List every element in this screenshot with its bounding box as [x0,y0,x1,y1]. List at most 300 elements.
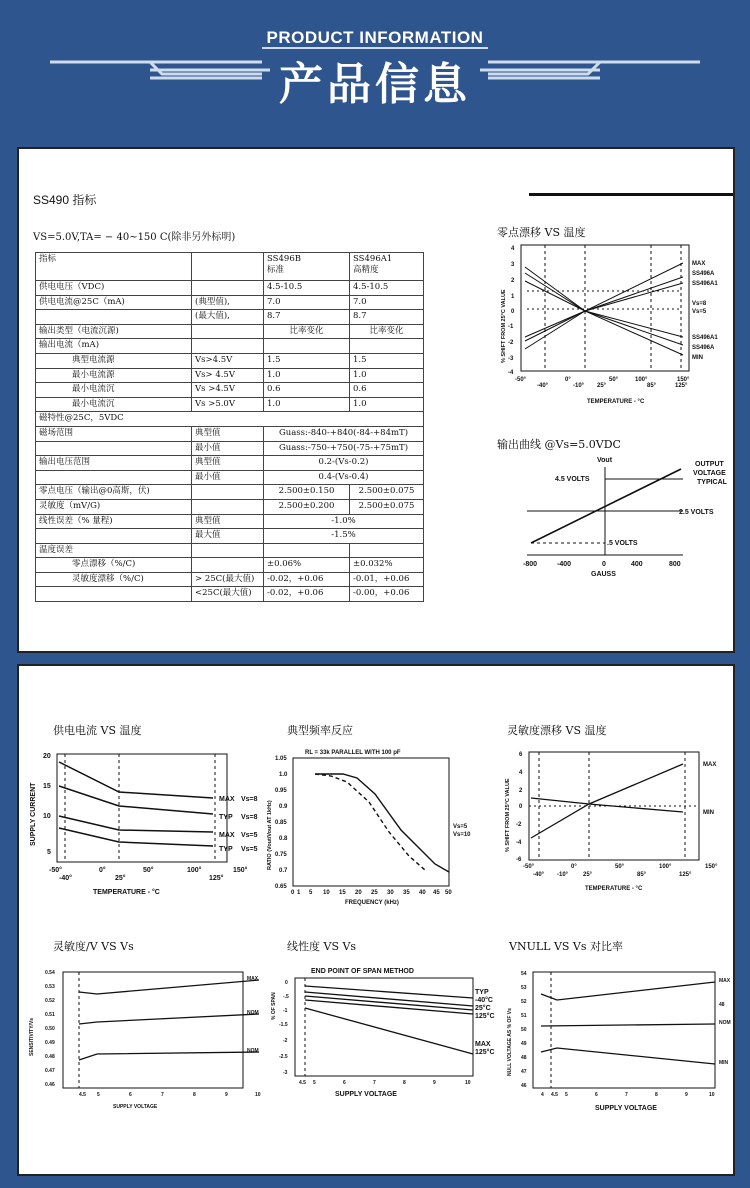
table-cell: 2.500±0.075 [350,499,424,514]
tick-label: 100° [659,864,672,870]
series-typ-n40 [305,992,473,1006]
table-cell: SS496A1 高精度 [350,253,424,281]
table-cell: 最小值 [192,441,264,456]
table-cell: Vs >4.5V [192,383,264,398]
series-label: TYP [475,989,489,996]
table-row [36,456,424,471]
table-cell: 供电电流@25C（mA) [36,295,192,310]
header-title-cn: 产品信息 [279,59,471,110]
level-label: .5 VOLTS [607,540,638,547]
tick-label: 1 [511,294,515,300]
tick-label: 8 [193,1092,196,1098]
table-row [36,529,424,544]
tick-label: -4 [516,840,522,846]
series-label: MAX [719,978,731,984]
table-cell: 典型电流源 [36,353,192,368]
x-axis-label: SUPPLY VOLTAGE [335,1091,397,1098]
series-label: NOM [719,1020,731,1026]
tick-label: 5 [313,1080,316,1086]
tick-label: 53 [521,985,527,991]
tick-label: 10 [465,1080,471,1086]
table-row [36,572,424,587]
tick-label: 4.5 [299,1080,306,1086]
tick-label: 400 [631,561,643,568]
series-label: 25°C [475,1005,491,1012]
series-output [531,469,681,543]
series-nom [79,1014,259,1024]
y-axis-label: % OF SPAN [271,992,277,1020]
tick-label: 5 [309,890,313,896]
tick-label: 50 [521,1027,527,1033]
tick-label: 9 [433,1080,436,1086]
table-row [36,339,424,354]
tick-label: 7 [161,1092,164,1098]
series-label: 125°C [475,1013,495,1020]
table-row [36,310,424,325]
series-typ [305,986,473,998]
tick-label: 20 [355,890,362,896]
annotation: OUTPUT [695,461,724,468]
page-header [0,0,750,132]
chart-vnull-vs-vs [499,966,735,1116]
plot-frame [521,245,689,371]
y-axis-label: SUPPLY CURRENT [30,782,37,846]
table-cell: SS496B 标准 [264,253,350,281]
series-min [541,1048,715,1064]
table-cell: 7.0 [264,295,350,310]
tick-label: 47 [521,1069,527,1075]
tick-label: 0.75 [275,852,287,858]
x-axis-label: FREQUENCY (kHz) [345,900,399,906]
table-cell: 灵敏度漂移（%/C) [36,572,192,587]
tick-label: 10 [709,1092,715,1098]
table-cell: 7.0 [350,295,424,310]
table-cell: (最大值), [192,310,264,325]
series-max [79,980,259,994]
table-cell: 8.7 [350,310,424,325]
table-cell: -1.0% [264,514,424,529]
series-label: MAX [219,832,235,839]
table-row [36,485,424,500]
tick-label: 0.51 [45,1012,55,1018]
tick-label: 1.0 [279,772,288,778]
series-label: Vs=8 [241,814,258,821]
series-label: MIN [703,810,714,816]
plot-frame [293,758,449,886]
y-axis-label: RATIO (Vout/Vout AT 1kHz) [267,800,273,870]
tick-label: 9 [225,1092,228,1098]
table-cell: -0.02，+0.06 [264,587,350,602]
tick-label: 0.49 [45,1040,55,1046]
chart-title: 灵敏度漂移 VS 温度 [507,724,607,737]
tick-label: 0.50 [45,1026,55,1032]
series-max-vs8 [59,762,213,798]
tick-label: 0° [571,864,577,870]
legend-label: SS496A [692,345,715,351]
table-cell: -0.01，+0.06 [350,572,424,587]
tick-label: 49 [521,1041,527,1047]
tick-label: -50° [523,864,535,870]
series-label: NOM [247,1010,259,1016]
table-cell: 4.5-10.5 [264,281,350,296]
axis-label: Vout [597,457,613,464]
table-row [36,558,424,573]
legend-label: SS496A [692,271,715,277]
legend-label: MIN [692,355,703,361]
tick-label: 0.7 [279,868,288,874]
table-cell [192,253,264,281]
tick-label: 100° [187,867,202,874]
table-cell [264,543,350,558]
tick-label: 5 [565,1092,568,1098]
x-axis-label: TEMPERATURE - °C [93,889,160,896]
tick-label: -3 [508,356,514,362]
tick-label: 50° [143,867,154,874]
table-cell: 零点电压（输出@0高斯，伏) [36,485,192,500]
table-row [36,470,424,485]
table-cell [192,324,264,339]
tick-label: 25° [115,875,126,882]
tick-label: 0 [291,890,295,896]
table-cell: 1.0 [264,368,350,383]
table-cell [192,558,264,573]
table-cell: 1.0 [264,397,350,412]
series-label: MAX [475,1041,491,1048]
table-cell [192,485,264,500]
tick-label: 40 [419,890,426,896]
table-cell: 1.5 [264,353,350,368]
tick-label: -40° [537,383,549,389]
table-cell: Vs>4.5V [192,353,264,368]
series-label: Vs=8 [241,796,258,803]
series-vs10 [315,774,425,870]
y-axis-label: SENSITIVITY/Vs [29,1017,35,1056]
table-cell: 1.5 [350,353,424,368]
table-cell [192,281,264,296]
table-cell: 最小值 [192,470,264,485]
tick-label: 50 [445,890,452,896]
table-cell: 最小电流沉 [36,397,192,412]
tick-label: 0° [99,867,106,874]
tick-label: 7 [373,1080,376,1086]
chart-title: 供电电流 VS 温度 [53,724,142,737]
table-row [36,253,424,281]
table-cell: 8.7 [264,310,350,325]
tick-label: 4 [541,1092,544,1098]
charts-panel [17,664,735,1176]
series-label: MAX [219,796,235,803]
annotation: TYPICAL [697,479,727,486]
tick-label: 25° [597,383,607,389]
table-row [36,441,424,456]
series-typ-125 [305,1000,473,1014]
table-cell: Vs >5.0V [192,397,264,412]
tick-label: -40° [59,875,72,882]
header-title-en: PRODUCT INFORMATION [266,28,484,47]
chart-output-curve [497,449,733,585]
tick-label: 0.54 [45,970,55,976]
series-max-125 [305,1008,473,1054]
tick-label: 3 [511,262,515,268]
tick-label: -2 [508,340,514,346]
tick-label: -10° [557,872,569,878]
tick-label: 2 [511,278,515,284]
table-cell [192,499,264,514]
x-axis-label: TEMPERATURE - °C [585,886,643,892]
tick-label: 52 [521,999,527,1005]
legend-label: SS496A1 [692,281,718,287]
tick-label: -2.5 [279,1054,288,1060]
tick-label: 54 [521,971,527,977]
chart-subtitle: END POINT OF SPAN METHOD [311,968,414,975]
series-label: -40°C [475,997,493,1004]
tick-label: 0.8 [279,836,288,842]
table-cell: ±0.032% [350,558,424,573]
tick-label: -4 [508,370,514,376]
table-cell: 最大值 [192,529,264,544]
table-cell: 输出电压范围 [36,456,192,471]
tick-label: 8 [403,1080,406,1086]
tick-label: -1.5 [279,1022,288,1028]
x-axis-label: TEMPERATURE - °C [587,399,645,405]
legend-label: Vs=10 [453,832,471,838]
table-cell: 1.0 [350,397,424,412]
tick-label: 125° [679,872,692,878]
table-row [36,426,424,441]
series-label: 125°C [475,1049,495,1056]
table-row [36,587,424,602]
series-max-vs5 [59,816,213,832]
table-cell: 0.2-(Vs-0.2) [264,456,424,471]
annotation: VOLTAGE [693,470,726,477]
table-cell: 指标 [36,253,192,281]
tick-label: 125° [209,875,224,882]
table-row [36,383,424,398]
table-cell: 典型值 [192,514,264,529]
tick-label: 0 [285,980,288,986]
spec-condition: VS=5.0V,TA= − 40~150 C(除非另外标明) [33,232,236,243]
series-label: TYP [219,846,233,853]
tick-label: 150° [677,377,690,383]
plot-frame [533,972,715,1088]
tick-label: 1 [297,890,301,896]
table-cell: -0.00，+0.06 [350,587,424,602]
table-cell [36,310,192,325]
tick-label: 25° [583,872,593,878]
chart-sensitivity-drift [499,748,735,898]
x-axis-label: GAUSS [591,571,616,578]
table-row [36,368,424,383]
table-cell: 最小电流沉 [36,383,192,398]
series-label: MAX [247,976,259,982]
tick-label: 10 [255,1092,261,1098]
tick-label: 4.5 [551,1092,558,1098]
tick-label: 35 [403,890,410,896]
spec-table [35,252,424,602]
legend-label: SS496A1 [692,335,718,341]
tick-label: -400 [557,561,572,568]
tick-label: 15 [339,890,346,896]
y-axis-label: % SHIFT FROM 25°C VALUE [501,289,507,363]
table-row [36,397,424,412]
table-row [36,353,424,368]
table-cell: 比率变化 [350,324,424,339]
series-typ-25 [305,996,473,1010]
tick-label: 0° [565,377,571,383]
table-cell: 供电电压（VDC) [36,281,192,296]
tick-label: -40° [533,872,545,878]
tick-label: 8 [655,1092,658,1098]
table-row [36,324,424,339]
tick-label: 0.85 [275,820,287,826]
table-cell [350,543,424,558]
tick-label: 0.95 [275,788,287,794]
tick-label: -2 [283,1038,288,1044]
table-cell [350,339,424,354]
tick-label: 6 [595,1092,598,1098]
table-cell [36,441,192,456]
tick-label: 0 [519,804,523,810]
table-cell: Guass:-750-+750(-75-+75mT) [264,441,424,456]
table-cell [192,543,264,558]
y-axis-label: NULL VOLTAGE AS % OF Vs [507,1008,513,1076]
series-label: MIN [719,1060,729,1066]
tick-label: 4 [519,770,523,776]
tick-label: 150° [705,864,718,870]
chart-title: 零点漂移 VS 温度 [497,226,586,239]
table-cell: Vs> 4.5V [192,368,264,383]
chart-subtitle: RL = 33k PARALLEL WITH 100 pF [305,750,401,756]
tick-label: 4 [511,246,515,252]
table-cell: 线性误差（% 量程) [36,514,192,529]
legend-label: Vs=8 [692,301,707,307]
tick-label: 10 [43,813,51,820]
legend-label: Vs=5 [692,309,707,315]
plot-frame [295,978,473,1076]
series-min [525,267,683,355]
table-cell: 输出类型（电流沉源) [36,324,192,339]
table-cell: 比率变化 [264,324,350,339]
table-cell: (典型值), [192,295,264,310]
tick-label: 51 [521,1013,527,1019]
tick-label: 20 [43,753,51,760]
table-cell: 1.0 [350,368,424,383]
tick-label: 15 [43,783,51,790]
table-cell: 灵敏度（mV/G) [36,499,192,514]
tick-label: 0.52 [45,998,55,1004]
tick-label: -3 [283,1070,288,1076]
tick-label: 7 [625,1092,628,1098]
series-nom-low [79,1052,259,1060]
chart-zero-drift [497,241,733,409]
table-cell: 磁特性@25C，5VDC [36,412,424,427]
divider-bar [529,193,735,196]
table-cell: 0.4-(Vs-0.4) [264,470,424,485]
series-label: Vs=5 [241,846,258,853]
table-row [36,281,424,296]
tick-label: 0.65 [275,884,287,890]
tick-label: -800 [523,561,538,568]
tick-label: 6 [519,752,523,758]
tick-label: 800 [669,561,681,568]
tick-label: 0.48 [45,1054,55,1060]
chart-title: 线性度 VS Vs [287,940,357,953]
tick-label: 10 [323,890,330,896]
tick-label: 85° [647,383,657,389]
tick-label: 30 [387,890,394,896]
table-row [36,543,424,558]
legend-label: MAX [692,261,706,267]
table-cell: 典型值 [192,426,264,441]
tick-label: -1 [508,324,514,330]
tick-label: 6 [343,1080,346,1086]
chart-title: 灵敏度/V VS Vs [53,940,134,953]
table-row [36,412,424,427]
table-cell: 输出电流（mA) [36,339,192,354]
series-label: MAX [703,762,717,768]
spec-panel [17,147,735,653]
table-cell: 2.500±0.075 [350,485,424,500]
tick-label: 0.46 [45,1082,55,1088]
tick-label: 50° [615,864,625,870]
tick-label: -50° [515,377,527,383]
table-cell [264,339,350,354]
series-label: NOM [247,1048,259,1054]
table-cell: Guass:-840-+840(-84-+84mT) [264,426,424,441]
series-nom [541,1024,715,1026]
tick-label: -50° [49,867,62,874]
tick-label: 0.53 [45,984,55,990]
table-cell: ±0.06% [264,558,350,573]
tick-label: 50° [609,377,619,383]
tick-label: 6 [129,1092,132,1098]
tick-label: 5 [97,1092,100,1098]
tick-label: 100° [635,377,648,383]
table-cell [36,587,192,602]
table-cell: -0.02，+0.06 [264,572,350,587]
table-cell: 磁场范围 [36,426,192,441]
x-axis-label: SUPPLY VOLTAGE [113,1104,158,1110]
table-cell: <25C(最大值) [192,587,264,602]
tick-label: 25 [371,890,378,896]
tick-label: 0.47 [45,1068,55,1074]
tick-label: 9 [685,1092,688,1098]
series-max [541,982,715,1000]
table-cell: 典型值 [192,456,264,471]
tick-label: 85° [637,872,647,878]
table-cell: 2.500±0.150 [264,485,350,500]
tick-label: 4.5 [79,1092,86,1098]
table-cell: 最小电流源 [36,368,192,383]
table-row [36,514,424,529]
tick-label: -6 [516,857,522,863]
table-cell: 4.5-10.5 [350,281,424,296]
tick-label: 0 [511,309,515,315]
tick-label: -.5 [283,994,289,1000]
series-typ-vs8 [59,786,213,814]
tick-label: 0.9 [279,804,288,810]
level-label: 4.5 VOLTS [555,476,590,483]
chart-title: VNULL VS Vs 对比率 [509,940,624,953]
table-cell: 零点漂移（%/C) [36,558,192,573]
tick-label: -1 [283,1008,288,1014]
table-cell [36,470,192,485]
table-cell: > 25C(最大值) [192,572,264,587]
series-label: Vs=5 [241,832,258,839]
tick-label: 125° [675,383,688,389]
table-cell: 0.6 [264,383,350,398]
chart-title: 典型频率反应 [287,724,353,737]
